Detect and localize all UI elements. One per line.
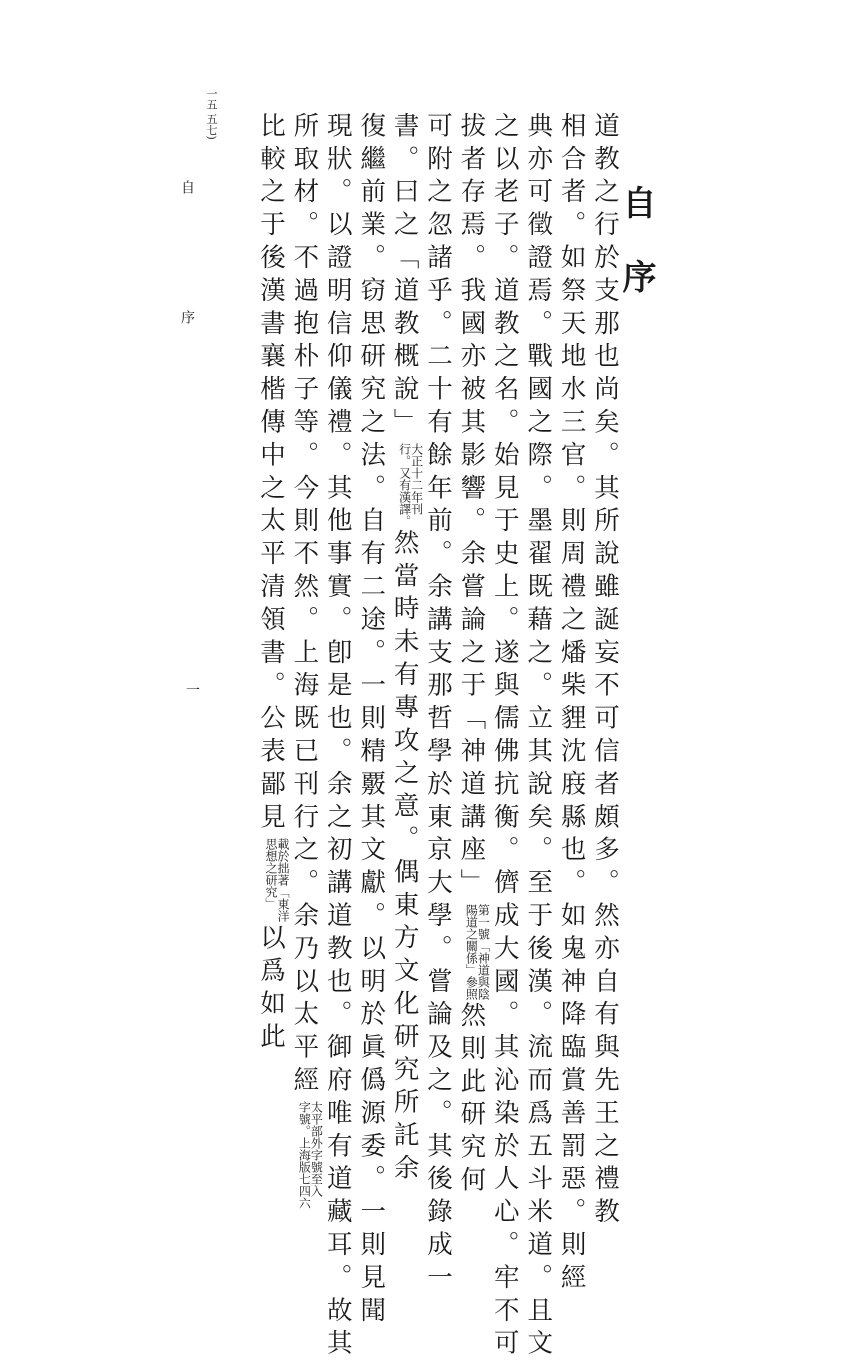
column-text: 現狀。以證明信仰儀禮。其他事實。卽是也。余之初講道教也。御府唯有道藏耳。故其 [322, 112, 353, 1362]
text-column [557, 112, 587, 1296]
text-column [256, 112, 289, 1055]
column-text: 道教之行於支那也尚矣。其所說雖誕妄不可信者頗多。然亦自有與先王之禮教 [590, 112, 620, 1231]
column-text-continued: 然則此研究何 [456, 1001, 487, 1200]
column-text: 復繼前業。窃思研究之法。自有二途。一則精覈其文獻。以明於眞僞源委。一則見聞 [356, 112, 387, 1330]
column-text: 可附之忽諸乎。二十有餘年前。余講支那哲學於東京大學。嘗論及之。其後錄成一 [423, 112, 453, 1297]
annotation-line: 太平部外字號至入 [309, 1101, 324, 1197]
annotation-line: 思想之研究」 [264, 837, 278, 910]
text-column [390, 112, 423, 1187]
inline-annotation [399, 443, 423, 527]
page-number: 一 [186, 683, 200, 699]
text-column [490, 112, 520, 1362]
annotation-line: 載於拙著「東洋 [276, 837, 290, 922]
text-column [289, 112, 322, 1211]
text-column [356, 112, 386, 1329]
column-text: 所取材。不過抱朴子等。今則不然。上海既已刊行之。余乃以太平經 [289, 112, 320, 1099]
annotation-line: 字號。上海版七四六 [297, 1101, 312, 1209]
text-column [590, 112, 620, 1231]
annotation-line: 第一號「神道與陰 [476, 903, 491, 1000]
inline-annotation [298, 1101, 322, 1209]
text-column [423, 112, 453, 1296]
column-text-continued: 以爲如此 [256, 923, 286, 1056]
column-text: 典亦可徵證焉。戰國之際。墨翟既藉之。立其說矣。至于後漢。流而爲五斗米道。且文 [523, 112, 554, 1362]
text-column [523, 112, 553, 1362]
column-text: 之以老子。道教之名。始見于史上。遂與儒佛抗衡。儕成大國。其沁染於人心。牢不可 [489, 112, 520, 1362]
column-text: 比較之于後漢書襄楷傳中之太平清領書。公表鄙見 [256, 112, 286, 836]
continued-annotation: 一五 五七) [205, 88, 218, 140]
text-column [323, 112, 353, 1362]
page-title: 自序 [616, 185, 656, 333]
column-text: 拔者存焉。我國亦被其影響。余嘗論之于「神道講座」 [456, 112, 487, 902]
running-header-2: 序 [179, 310, 195, 324]
annotation-line: 大正十二年刊 [409, 443, 424, 515]
running-header-1: 自 [179, 180, 195, 194]
column-text-continued: 然當時未有專攻之意。偶東方文化研究所託余 [389, 529, 420, 1187]
column-text: 書。曰之「道教概說」 [389, 112, 420, 441]
text-column [456, 112, 489, 1199]
annotation-line: 陽道之關係」參照 [464, 903, 479, 1000]
column-text: 相合者。如祭天地水三官。則周禮之燔柴貍沈庪縣也。如鬼神降臨賞善罰惡。則經 [556, 112, 587, 1297]
inline-annotation [465, 904, 489, 1000]
inline-annotation [265, 838, 289, 922]
annotation-line: 行。又有漢譯。 [397, 443, 412, 527]
